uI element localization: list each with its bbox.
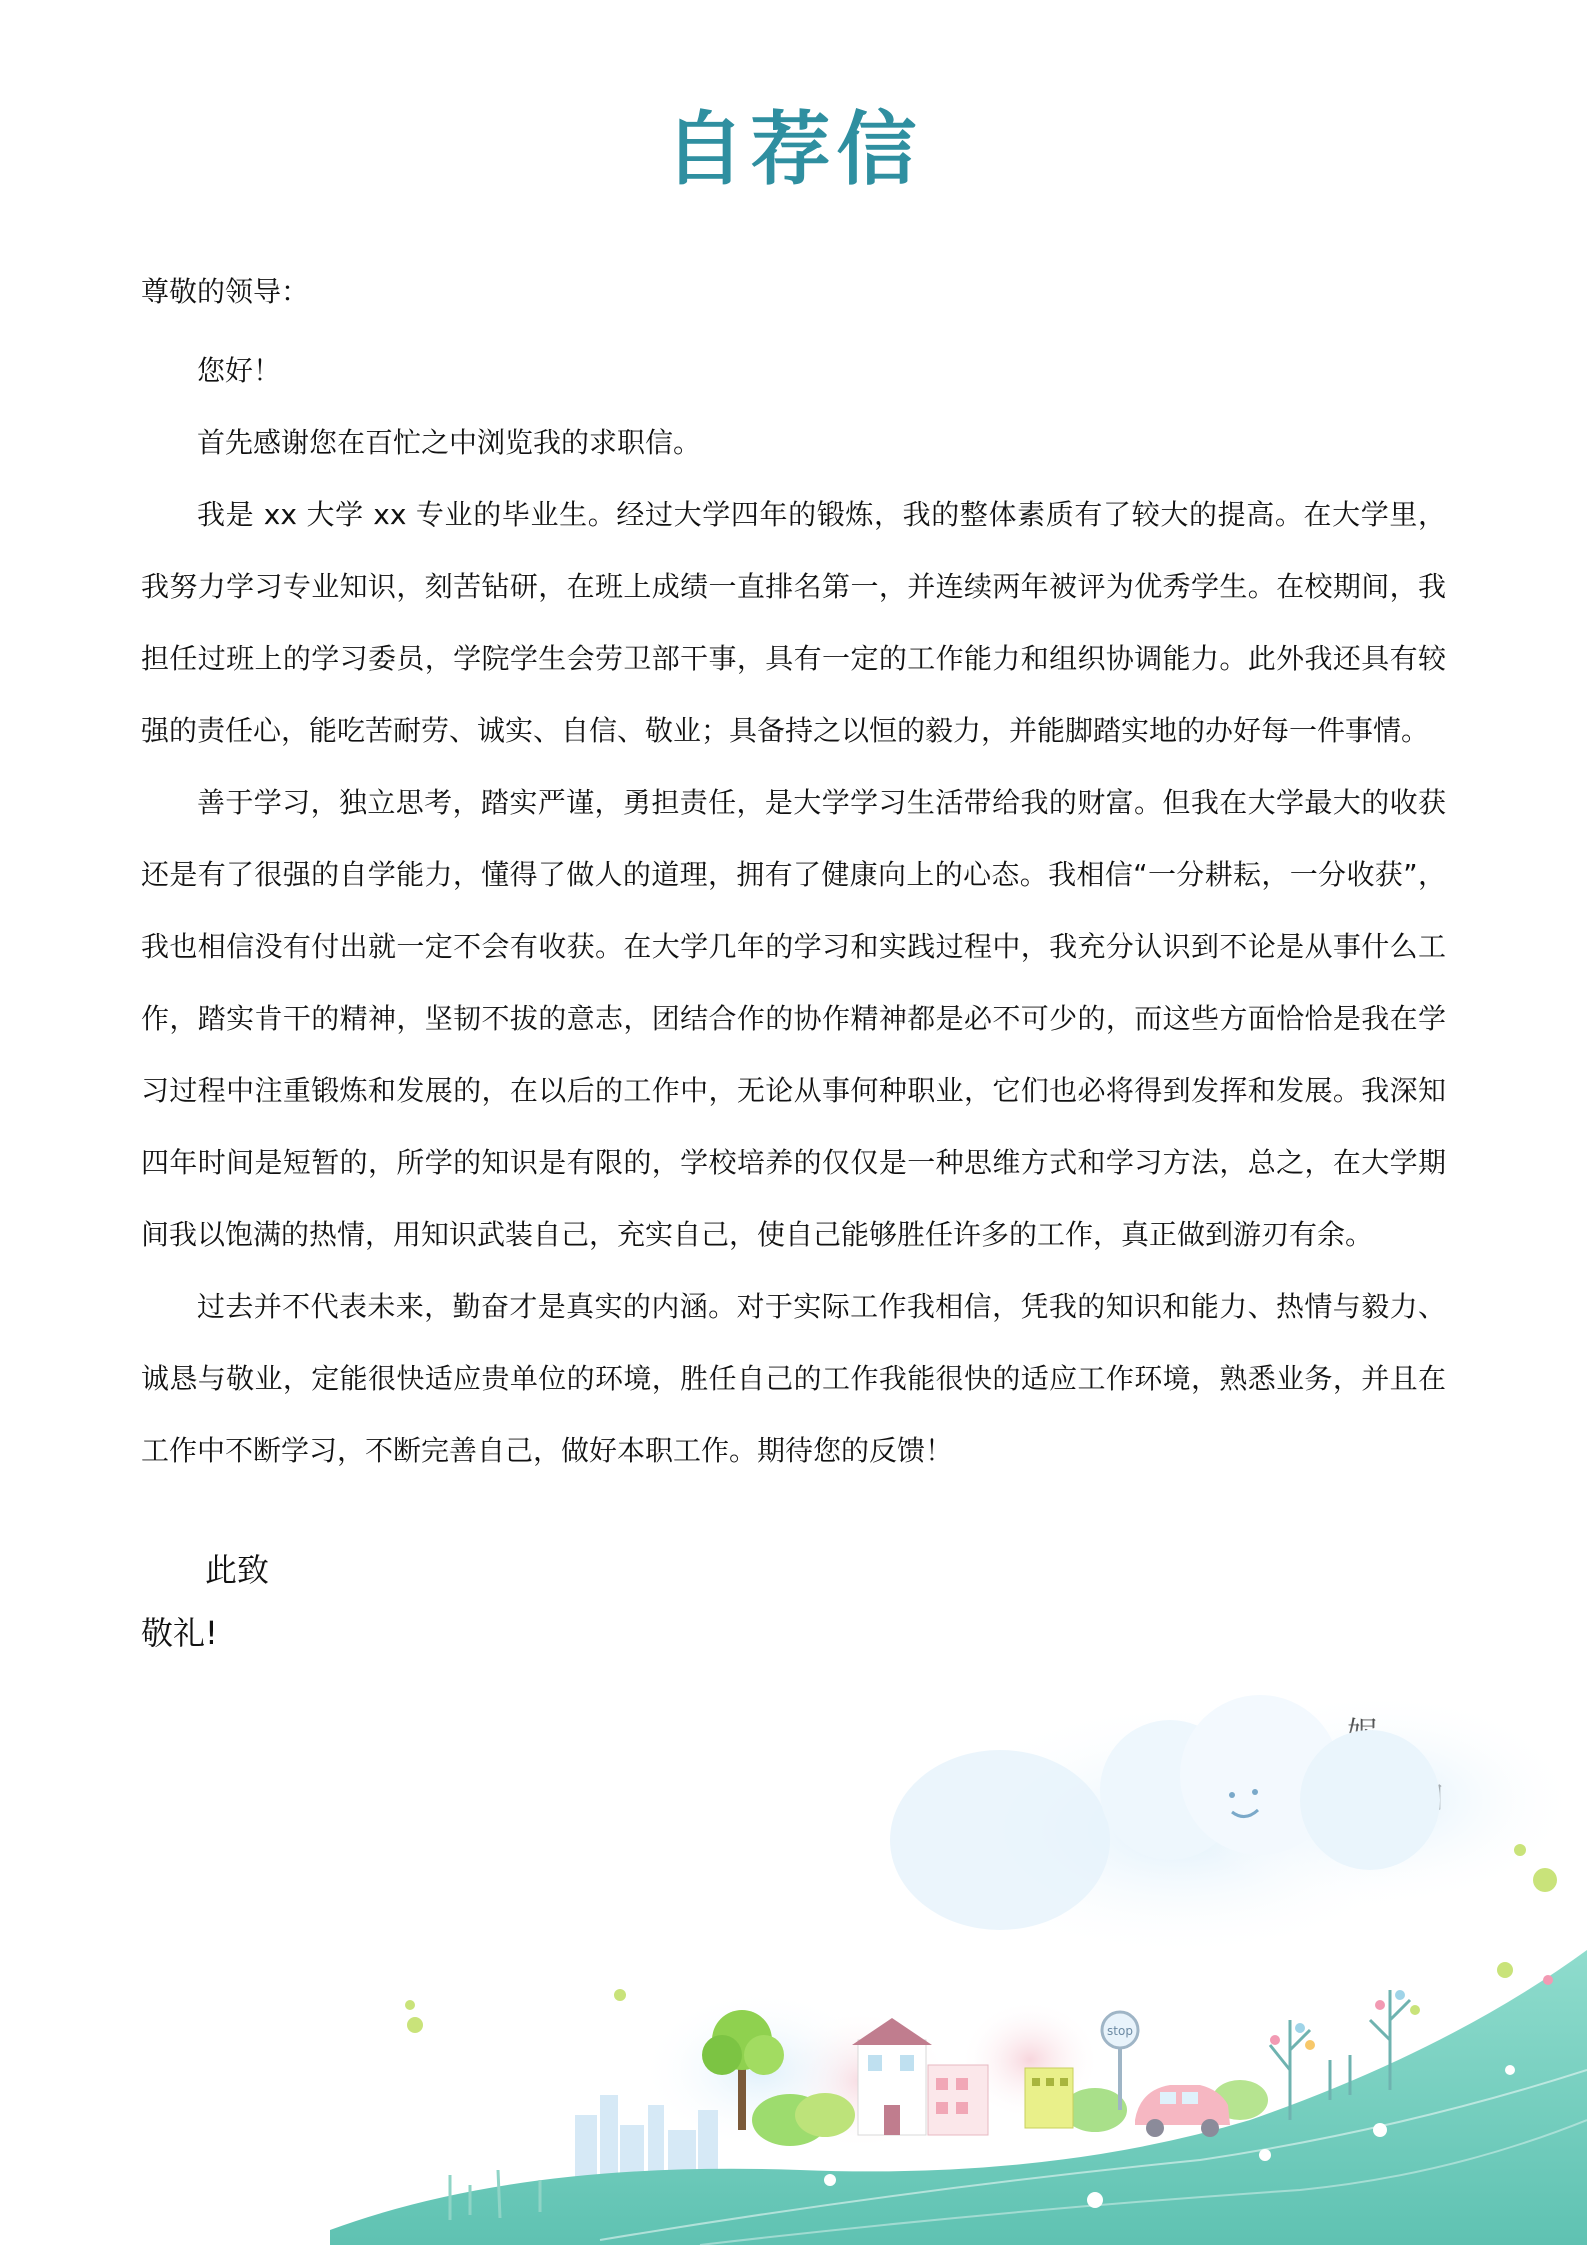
paragraph-greeting: 您好！ xyxy=(197,354,282,387)
page-title: 自荐信 xyxy=(664,103,923,196)
paragraph-skills: 善于学习，独立思考，踏实严谨，勇担责任，是大学学习生活带给我的财富。但我在大学最大的收获还是有了很强的自学能力，懂得了做人的道理，拥有了健康向上的心态。我相信“一分耕耘，一分收获”，我也相信没有付出就一定不会有收获。在大学几年的学习和实践过程中，我充分认识到不论是从事什么工作，踏实肯干的精神，坚韧不拔的意志，团结合作的协作精神都是必不可少的，而这些方面恰恰是我在学习过程中注重锻炼和发展的，在以后的工作中，无论从事何种职业，它们也必将得到发挥和发展。我深知四年时间是短暂的，所学的知识是有限的，学校培养的仅仅是一种思维方式和学习方法，总之，在大学期间我以饱满的热情，用知识武装自己，充实自己，使自己能够胜任许多的工作，真正做到游刃有余。 xyxy=(141,786,1446,1251)
stop-sign-text: stop xyxy=(1107,2024,1133,2038)
car-icon xyxy=(1135,2085,1230,2137)
closing-line-2: 敬礼! xyxy=(141,1614,218,1652)
paragraph-intro: 我是 xx 大学 xx 专业的毕业生。经过大学四年的锻炼，我的整体素质有了较大的提高。在大学里，我努力学习专业知识，刻苦钻研，在班上成绩一直排名第一，并连续两年被评为优秀学生。在校期间，我担任过班上的学习委员，学院学生会劳卫部干事，具有一定的工作能力和组织协调能力。此外我还具有较强的责任心，能吃苦耐劳、诚实、自信、敬业；具备持之以恒的毅力，并能脚踏实地的办好每一件事情。 xyxy=(141,498,1446,747)
salutation: 尊敬的领导： xyxy=(141,275,310,308)
paragraph-conclusion: 过去并不代表未来，勤奋才是真实的内涵。对于实际工作我相信，凭我的知识和能力、热情与毅力、诚恳与敬业，定能很快适应贵单位的环境，胜任自己的工作我能很快的适应工作环境，熟悉业务，并且在工作中不断学习，不断完善自己，做好本职工作。期待您的反馈！ xyxy=(141,1290,1446,1467)
paragraph-thanks: 首先感谢您在百忙之中浏览我的求职信。 xyxy=(197,426,702,459)
closing-line-1: 此致 xyxy=(205,1551,270,1589)
letter-body xyxy=(141,335,1446,1487)
decorative-illustration xyxy=(0,1600,1587,2245)
